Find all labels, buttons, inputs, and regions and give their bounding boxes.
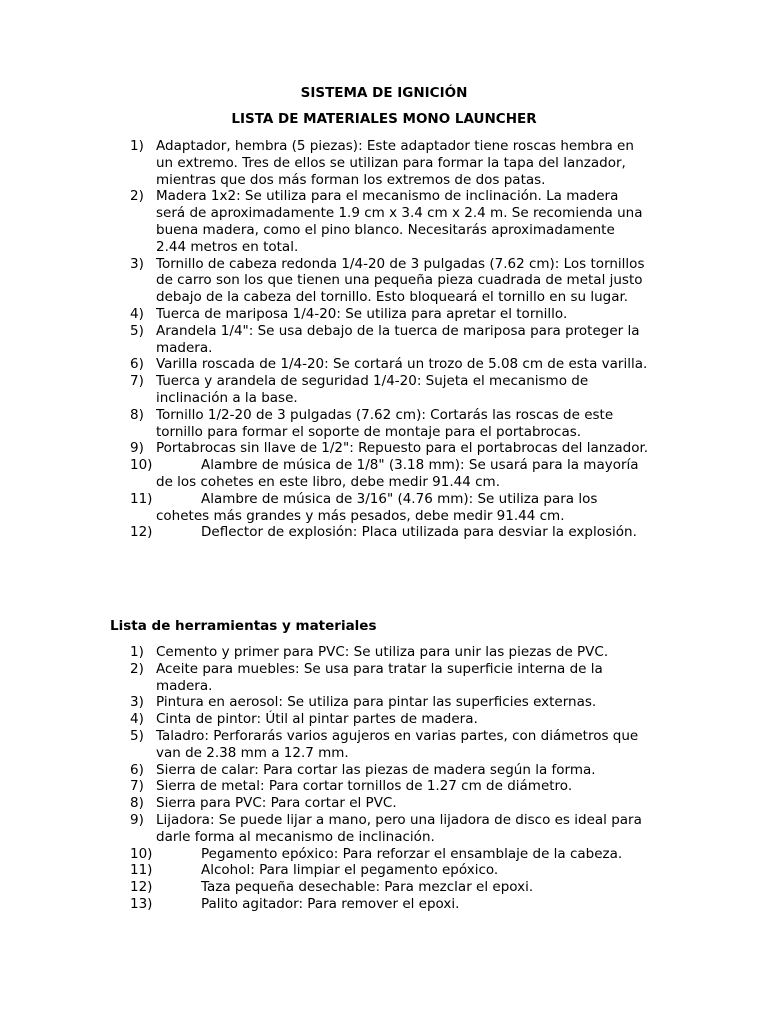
list-item-number: 6) (130, 356, 144, 373)
list-item (0, 138, 649, 188)
tools-heading: Lista de herramientas y materiales (110, 618, 377, 634)
list-item-text: Sierra para PVC: Para cortar el PVC. (156, 795, 397, 812)
list-item (0, 862, 649, 879)
list-item-text: Tornillo 1/2-20 de 3 pulgadas (7.62 cm): Cortarás las roscas de este tornillo para formar el soporte de montaje para el portabrocas. (156, 406, 614, 440)
list-item-number: 8) (130, 795, 144, 812)
list-item-text: Cinta de pintor: Útil al pintar partes de madera. (156, 711, 478, 728)
list-item (0, 457, 649, 491)
list-item (0, 323, 649, 357)
list-item-number: 13) (130, 895, 153, 912)
list-item (0, 440, 649, 457)
list-item (0, 778, 649, 795)
list-item-number: 12) (130, 879, 153, 896)
list-item-number: 12) (130, 524, 153, 541)
list-item-text: Tuerca y arandela de seguridad 1/4-20: Sujeta el mecanismo de inclinación a la base. (156, 373, 589, 406)
list-item-number: 10) (130, 457, 153, 474)
list-item (0, 762, 649, 779)
list-item (0, 711, 649, 728)
list-item-text: Adaptador, hembra (5 piezas): Este adaptador tiene roscas hembra en un extremo. Tres de ellos se utilizan para formar la tapa del lanzador, mientras que dos más forman los extremos de dos patas. (156, 138, 634, 188)
list-item-text: Alcohol: Para limpiar el pegamento epóxico. (201, 862, 499, 879)
list-item-text: Cemento y primer para PVC: Se utiliza para unir las piezas de PVC. (156, 644, 609, 660)
list-item-text: Portabrocas sin llave de 1/2": Repuesto para el portabrocas del lanzador. (156, 440, 649, 457)
list-item-text: Deflector de explosión: Placa utilizada para desviar la explosión. (201, 524, 637, 541)
list-item-number: 11) (130, 490, 153, 507)
list-item (0, 524, 649, 541)
list-item-number: 10) (130, 845, 153, 862)
list-item-text: Pintura en aerosol: Se utiliza para pintar las superficies externas. (156, 694, 597, 711)
list-item-text: Sierra de metal: Para cortar tornillos de 1.27 cm de diámetro. (156, 778, 573, 795)
list-item-text: Tornillo de cabeza redonda 1/4-20 de 3 pulgadas (7.62 cm): Los tornillos de carro son los que tienen una pequeña pieza cuadrada de metal justo debajo de la cabeza del tornillo. Esto bloqueará el tornillo en su lugar. (156, 255, 645, 306)
list-item (0, 795, 649, 812)
list-item-text: Tuerca de mariposa 1/4-20: Se utiliza para apretar el tornillo. (156, 305, 568, 322)
list-item (0, 644, 649, 661)
list-item-text: Alambre de música de 1/8" (3.18 mm): Se usará para la mayoría de los cohetes en este libro, debe medir 91.44 cm. (156, 457, 639, 490)
list-item-number: 8) (130, 406, 144, 423)
list-item-number: 4) (130, 305, 144, 322)
list-item-number: 6) (130, 761, 144, 778)
list-item (0, 306, 649, 323)
list-item-number: 11) (130, 862, 153, 879)
list-item-text: Sierra de calar: Para cortar las piezas de madera según la forma. (156, 761, 596, 778)
list-item-number: 9) (130, 811, 144, 828)
list-item-text: Arandela 1/4": Se usa debajo de la tuerca de mariposa para proteger la madera. (156, 322, 640, 356)
list-item (0, 373, 649, 407)
list-item (0, 728, 649, 762)
document-subtitle: LISTA DE MATERIALES MONO LAUNCHER (231, 111, 537, 127)
list-item-number: 1) (130, 138, 144, 154)
list-item-number: 2) (130, 660, 144, 677)
list-item-text: Pegamento epóxico: Para reforzar el ensamblaje de la cabeza. (201, 845, 623, 862)
list-item-text: Varilla roscada de 1/4-20: Se cortará un trozo de 5.08 cm de esta varilla. (156, 356, 648, 373)
list-item-text: Alambre de música de 3/16" (4.76 mm): Se utiliza para los cohetes más grandes y más pesados, debe medir 91.44 cm. (156, 490, 598, 524)
list-item (0, 188, 649, 255)
list-item (0, 661, 649, 695)
materials-list (0, 138, 649, 541)
list-item-text: Taza pequeña desechable: Para mezclar el epoxi. (201, 879, 534, 896)
list-item-number: 3) (130, 694, 144, 711)
tools-list (0, 644, 649, 913)
list-item-text: Taladro: Perforarás varios agujeros en varias partes, con diámetros que van de 2.38 mm a 12.7 mm. (156, 727, 639, 761)
list-item-text: Madera 1x2: Se utiliza para el mecanismo de inclinación. La madera será de aproximadamente 1.9 cm x 3.4 cm x 2.4 m. Se recomienda una buena madera, como el pino blanco. Necesitarás aproximadamente 2.44 metros en total. (156, 188, 643, 255)
list-item (0, 812, 649, 846)
list-item-number: 5) (130, 322, 144, 339)
list-item (0, 879, 649, 896)
list-item (0, 356, 649, 373)
list-item-text: Palito agitador: Para remover el epoxi. (201, 895, 460, 912)
list-item (0, 407, 649, 441)
list-item-number: 3) (130, 255, 144, 272)
list-item-number: 4) (130, 711, 144, 728)
list-item-number: 1) (130, 644, 144, 660)
list-item (0, 491, 649, 525)
list-item (0, 256, 649, 306)
list-item-text: Lijadora: Se puede lijar a mano, pero una lijadora de disco es ideal para darle forma al mecanismo de inclinación. (156, 811, 642, 845)
list-item-number: 7) (130, 778, 144, 795)
list-item-number: 5) (130, 727, 144, 744)
list-item-text: Aceite para muebles: Se usa para tratar la superficie interna de la madera. (156, 660, 603, 694)
list-item (0, 896, 649, 913)
list-item-number: 7) (130, 373, 144, 390)
list-item-number: 2) (130, 188, 144, 205)
list-item-number: 9) (130, 440, 144, 457)
document-title: SISTEMA DE IGNICIÓN (300, 85, 468, 101)
list-item (0, 694, 649, 711)
list-item (0, 846, 649, 863)
